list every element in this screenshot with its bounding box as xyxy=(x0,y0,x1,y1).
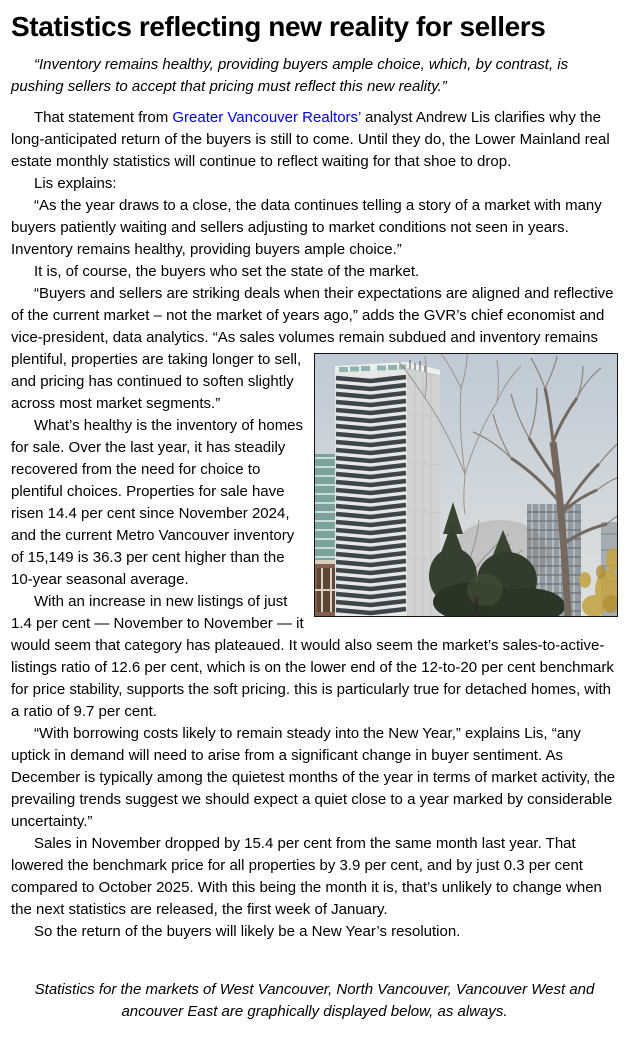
statement-text-before: That statement from xyxy=(34,109,173,126)
paragraph-resolution: So the return of the buyers will likely be a New Year’s resolution. xyxy=(34,923,461,940)
paragraph-new-listings: With an increase in new listings of just 1.4 per cent — November to November — it would seem that category has plateaued. It would also seem the market’s sales-to-active-listings ratio of 12.6 per cent, which is on the lower end of the 12-to-20 per cent benchmark for price stability, supports the soft pricing. this is particularly true for detached homes, with a ratio of 9.7 per cent. xyxy=(11,593,614,720)
footer-note: Statistics for the markets of West Vancouver, North Vancouver, Vancouver West and ancouver East are graphically displayed below, as always. xyxy=(34,981,595,1020)
page-title: Statistics reflecting new reality for sellers xyxy=(11,11,546,42)
building-photo-illustration xyxy=(315,354,617,616)
paragraph-lis-explains: Lis explains: xyxy=(34,175,117,192)
paragraph-buyers-set-market: It is, of course, the buyers who set the state of the market. xyxy=(34,263,420,280)
paragraph-healthy-inventory: What’s healthy is the inventory of homes for sale. Over the last year, it has steadily recovered from the need for choice to plentiful choices. Properties for sale have risen 14.4 per cent since November 2024, and the current Metro Vancouver inventory of 15,149 is 36.3 per cent higher than the 10-year seasonal average. xyxy=(11,417,304,588)
striking-deals-before-photo: “Buyers and sellers are striking deals when their expectations are aligned and reflective of the current market – not the market of years ago,” adds the GVR’s chief economist and vice-president, data analytics. “As sales volumes remain subdued and inventory remains plentiful, xyxy=(11,285,614,368)
statement-text-after: analyst Andrew Lis clarifies why the long-anticipated return of the buyers is still to come. Until they do, the Lower Mainland real estate monthly statistics will continue to reflect waiting for that shoe to drop. xyxy=(11,109,610,170)
paragraph-striking-deals xyxy=(11,283,618,415)
paragraph-year-close: “As the year draws to a close, the data continues telling a story of a market with many buyers patiently waiting and sellers adjusting to market conditions not seen in years. Inventory remains healthy, providing buyers ample choice.” xyxy=(11,197,602,258)
lead-quote: “Inventory remains healthy, providing buyers ample choice, which, by contrast, is pushing sellers to accept that pricing must reflect this new reality.” xyxy=(11,56,569,95)
paragraph-borrowing-costs: “With borrowing costs likely to remain steady into the New Year,” explains Lis, “any uptick in demand will need to arise from a significant change in buyer sentiment. As December is typically among the quietest months of the year in terms of market activity, the prevailing trends suggest we should expect a quiet close to a year marked by considerable uncertainty.” xyxy=(11,725,616,830)
paragraph-statement xyxy=(11,107,618,173)
gvr-link[interactable]: Greater Vancouver Realtors’ xyxy=(172,109,361,126)
paragraph-sales-dropped: Sales in November dropped by 15.4 per cent from the same month last year. That lowered the benchmark price for all properties by 3.9 per cent, and by just 0.3 per cent compared to October 2025. With this being the month it is, that’s unlikely to change when the next statistics are released, the first week of January. xyxy=(11,835,602,918)
striking-deals-after-photo: properties are taking longer to sell, and pricing has continued to soften slightly across most market segments.” xyxy=(11,351,302,412)
building-photo xyxy=(314,353,618,617)
